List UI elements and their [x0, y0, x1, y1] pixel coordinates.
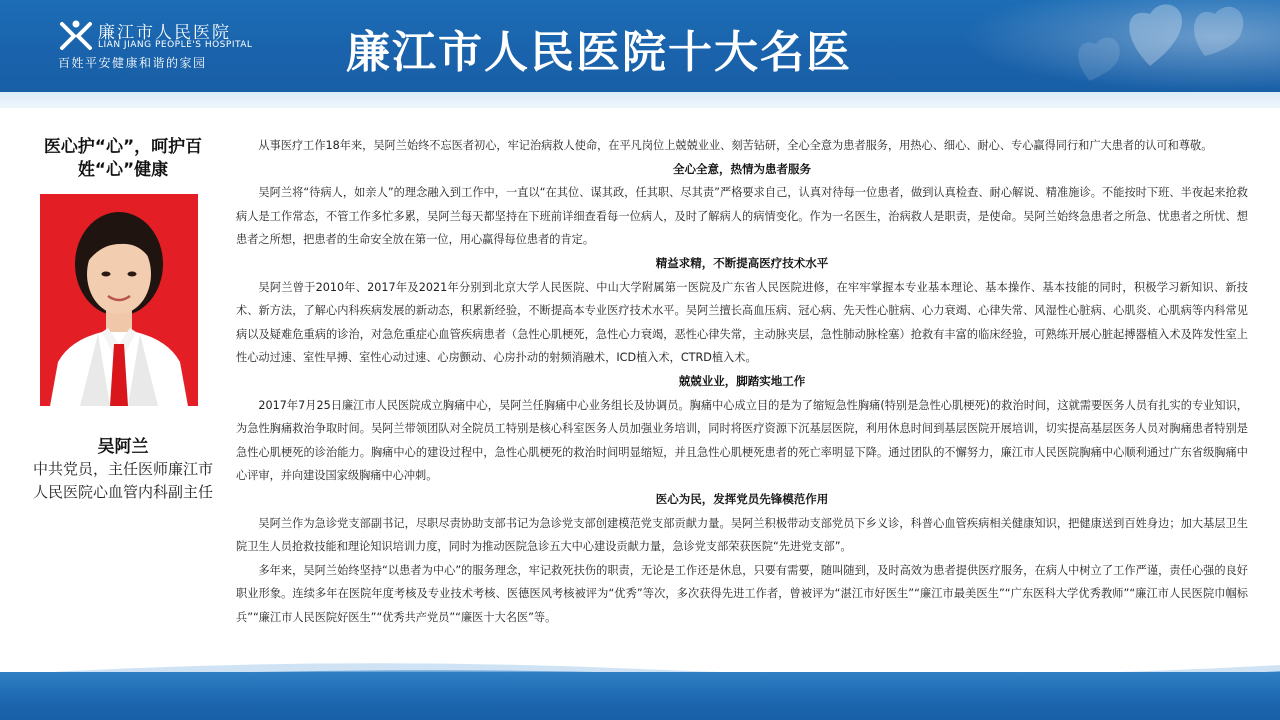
doctor-name: 吴阿兰: [97, 437, 149, 457]
doctor-profile: [28, 136, 218, 501]
hospital-name-en: LIAN JIANG PEOPLE'S HOSPITAL: [98, 40, 253, 50]
section-paragraph-4a: 吴阿兰作为急诊党支部副书记，尽职尽责协助支部书记为急诊党支部创建模范党支部贡献力量。吴阿兰积极带动支部党员下乡义诊，科普心血管疾病相关健康知识，把健康送到百姓身边；加大基层卫生院卫生人员抢救技能和理论知识培训力度，同时为推动医院急诊五大中心建设贡献力量，急诊党支部荣获医院“先进党支部”。: [236, 516, 1248, 554]
article-intro: 从事医疗工作18年来，吴阿兰始终不忘医者初心，牢记治病救人使命，在平凡岗位上兢兢业业、刻苦钻研，全心全意为患者服务，用热心、细心、耐心、专心赢得同行和广大患者的认可和尊敬。: [258, 139, 1213, 152]
section-heading-2: 精益求精，不断提高医疗技术水平: [655, 255, 829, 270]
section-paragraph-3: 2017年7月25日廉江市人民医院成立胸痛中心，吴阿兰任胸痛中心业务组长及协调员。胸痛中心成立目的是为了缩短急性胸痛(特别是急性心肌梗死)的救治时间，这就需要医务人员有扎实的专业知识，为急性胸痛救治争取时间。吴阿兰带领团队对全院员工特别是核心科室医务人员加强业务培训，同时将医疗资源下沉基层医院，利用休息时间到基层医院开展培训，切实提高基层医务人员对胸痛患者特别是急性心肌梗死的诊治能力。胸痛中心的建设过程中，急性心肌梗死的救治时间明显缩短，并且急性心肌梗死患者的死亡率明显下降。通过团队的不懈努力，廉江市人民医院胸痛中心顺利通过广东省级胸痛中心评审，并向建设国家级胸痛中心冲刺。: [236, 398, 1248, 483]
header-banner: [0, 0, 1280, 92]
page-title: 廉江市人民医院十大名医: [346, 27, 852, 78]
section-heading-4: 医心为民，发挥党员先锋模范作用: [655, 491, 829, 506]
hospital-logo-icon: [58, 18, 94, 52]
doctor-description: 中共党员，主任医师廉江市人民医院心血管内科副主任: [32, 460, 213, 501]
section-paragraph-1: 吴阿兰将“待病人，如亲人”的理念融入到工作中，一直以“在其位、谋其政，任其职、尽其责”严格要求自己，认真对待每一位患者，做到认真检查、耐心解说、精准施诊。不能按时下班、半夜起来抢救病人是工作常态，不管工作多忙多累，吴阿兰每天都坚持在下班前详细查看每一位病人，及时了解病人的病情变化。作为一名医生，治病救人是职责，是使命。吴阿兰始终急患者之所急、忧患者之所忧、想患者之所想，把患者的生命安全放在第一位，用心赢得每位患者的肯定。: [236, 186, 1248, 247]
hospital-logo: [58, 14, 258, 74]
article-body: [236, 134, 1248, 629]
hospital-slogan: 百姓平安健康和谐的家园: [58, 56, 207, 70]
section-heading-3: 兢兢业业，脚踏实地工作: [678, 373, 806, 388]
section-paragraph-4b: 多年来，吴阿兰始终坚持“以患者为中心”的服务理念，牢记救死扶伤的职责，无论是工作还是休息，只要有需要，随叫随到，及时高效为患者提供医疗服务，在病人中树立了工作严谨，责任心强的良好职业形象。连续多年在医院年度考核及专业技术考核、医德医风考核被评为“优秀”等次，多次获得先进工作者，曾被评为“湛江市好医生”“廉江市最美医生”“广东医科大学优秀教师”“廉江市人民医院巾帼标兵”“廉江市人民医院好医生”“优秀共产党员”“廉医十大名医”等。: [236, 563, 1248, 624]
doctor-motto: 医心护“心”，呵护百姓“心”健康: [43, 137, 203, 180]
section-paragraph-2: 吴阿兰曾于2010年、2017年及2021年分别到北京大学人民医院、中山大学附属第一医院及广东省人民医院进修，在牢牢掌握本专业基本理论、基本操作、基本技能的同时，积极学习新知识、新技术、新方法，了解心内科疾病发展的新动态，积累新经验，不断提高本专业医疗技术水平。吴阿兰擅长高血压病、冠心病、先天性心脏病、心力衰竭、心律失常、风湿性心脏病、心肌炎、心肌病等内科常见病以及疑难危重病的诊治，对急危重症心血管疾病患者（急性心肌梗死，急性心力衰竭，恶性心律失常，主动脉夹层，急性肺动脉栓塞）抢救有丰富的临床经验，可熟练开展心脏起搏器植入术及阵发性室上性心动过速、室性早搏、室性心动过速、心房颤动、心房扑动的射频消融术，ICD植入术，CTRD植入术。: [236, 280, 1248, 365]
hospital-name-cn: 廉江市人民医院: [98, 23, 231, 43]
doctor-photo: [40, 194, 198, 406]
section-heading-1: 全心全意，热情为患者服务: [673, 161, 811, 176]
footer-banner: [0, 672, 1280, 720]
heart-decoration-icon: [1000, 0, 1260, 92]
header-band: [0, 92, 1280, 108]
